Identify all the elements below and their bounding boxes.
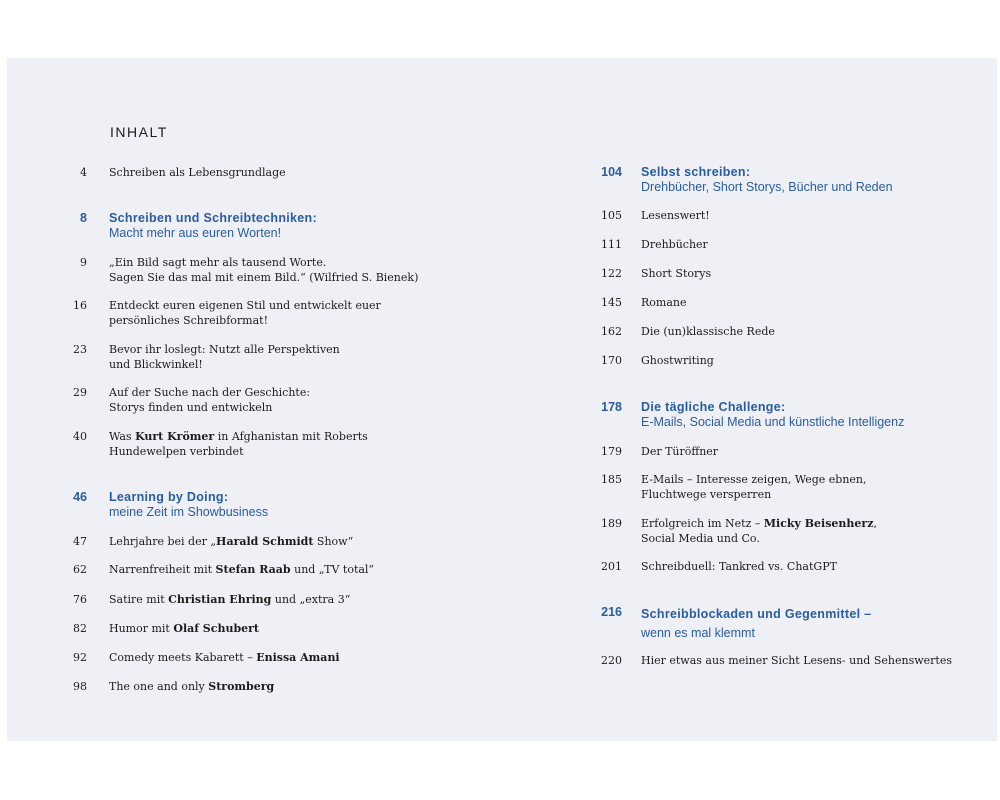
entry-title-line-1: Auf der Suche nach der Geschichte: xyxy=(109,386,311,399)
entry-title-line-1: Bevor ihr loslegt: Nutzt alle Perspektiven xyxy=(109,343,340,356)
page-number: 104 xyxy=(601,165,622,179)
page-number: 4 xyxy=(80,166,87,179)
page-number: 189 xyxy=(601,517,622,530)
entry-title-line-2: Social Media und Co. xyxy=(641,532,760,545)
page-number: 62 xyxy=(73,563,87,576)
entry-title-line-1: Entdeckt euren eigenen Stil und entwickelt euer xyxy=(109,299,381,312)
entry-title-line-2: Fluchtwege versperren xyxy=(641,488,772,501)
page-number: 23 xyxy=(73,343,87,356)
page-number: 40 xyxy=(73,430,87,443)
entry-title-line-1: Was Kurt Krömer in Afghanistan mit Roberts xyxy=(109,430,368,443)
entry-title: Der Türöffner xyxy=(641,445,719,458)
page-number: 185 xyxy=(601,473,622,486)
page-title: INHALT xyxy=(110,124,168,140)
page-number: 16 xyxy=(73,299,87,312)
page-number: 105 xyxy=(601,209,622,222)
page-number: 170 xyxy=(601,354,622,367)
page-number: 216 xyxy=(601,605,622,619)
entry-title-line-2: Sagen Sie das mal mit einem Bild.“ (Wilfried S. Bienek) xyxy=(109,271,419,284)
section-title: Schreibblockaden und Gegenmittel – xyxy=(641,607,872,621)
entry-title-line-2: persönliches Schreibformat! xyxy=(109,314,268,327)
section-subtitle: E-Mails, Social Media und künstliche Intelligenz xyxy=(641,415,905,429)
section-title: Learning by Doing: xyxy=(109,490,229,504)
page-number: 179 xyxy=(601,445,622,458)
section-title: Die tägliche Challenge: xyxy=(641,400,786,414)
entry-title: Comedy meets Kabarett – Enissa Amani xyxy=(109,651,340,664)
page-number: 178 xyxy=(601,400,622,414)
entry-title: Narrenfreiheit mit Stefan Raab und „TV total“ xyxy=(109,563,375,576)
entry-title: Schreiben als Lebensgrundlage xyxy=(109,166,286,179)
entry-title: The one and only Stromberg xyxy=(109,680,275,693)
entry-title: Romane xyxy=(641,296,687,309)
page-number: 9 xyxy=(80,256,87,269)
page-number: 8 xyxy=(80,211,87,225)
page-number: 122 xyxy=(601,267,622,280)
entry-title: Short Storys xyxy=(641,267,712,280)
page-number: 162 xyxy=(601,325,622,338)
page-number: 145 xyxy=(601,296,622,309)
page-number: 98 xyxy=(73,680,87,693)
section-subtitle: Drehbücher, Short Storys, Bücher und Reden xyxy=(641,180,893,194)
entry-title-line-1: „Ein Bild sagt mehr als tausend Worte. xyxy=(109,256,327,269)
entry-title-line-1: E-Mails – Interesse zeigen, Wege ebnen, xyxy=(641,473,867,486)
section-subtitle: Macht mehr aus euren Worten! xyxy=(109,226,282,240)
entry-title: Ghostwriting xyxy=(641,354,714,367)
page-number: 47 xyxy=(73,535,87,548)
page-number: 220 xyxy=(601,654,622,667)
page-number: 82 xyxy=(73,622,87,635)
entry-title: Satire mit Christian Ehring und „extra 3“ xyxy=(109,593,351,606)
section-title: Selbst schreiben: xyxy=(641,165,751,179)
page-number: 76 xyxy=(73,593,87,606)
entry-title: Lehrjahre bei der „Harald Schmidt Show“ xyxy=(109,535,354,548)
entry-title-line-2: und Blickwinkel! xyxy=(109,358,203,371)
entry-title: Hier etwas aus meiner Sicht Lesens- und Sehenswertes xyxy=(641,654,952,667)
page-number: 29 xyxy=(73,386,87,399)
entry-title: Lesenswert! xyxy=(641,209,710,222)
page-number: 201 xyxy=(601,560,622,573)
entry-title: Drehbücher xyxy=(641,238,708,251)
entry-title: Schreibduell: Tankred vs. ChatGPT xyxy=(641,560,837,573)
entry-title-line-2: Storys finden und entwickeln xyxy=(109,401,273,414)
page-number: 111 xyxy=(601,238,622,251)
section-title: Schreiben und Schreibtechniken: xyxy=(109,211,317,225)
entry-title-line-1: Erfolgreich im Netz – Micky Beisenherz, xyxy=(641,517,877,530)
page-number: 46 xyxy=(73,490,87,504)
section-subtitle: meine Zeit im Showbusiness xyxy=(109,505,269,519)
entry-title: Humor mit Olaf Schubert xyxy=(109,622,260,635)
section-subtitle: wenn es mal klemmt xyxy=(641,626,755,640)
entry-title: Die (un)klassische Rede xyxy=(641,325,775,338)
page-number: 92 xyxy=(73,651,87,664)
entry-title-line-2: Hundewelpen verbindet xyxy=(109,445,244,458)
